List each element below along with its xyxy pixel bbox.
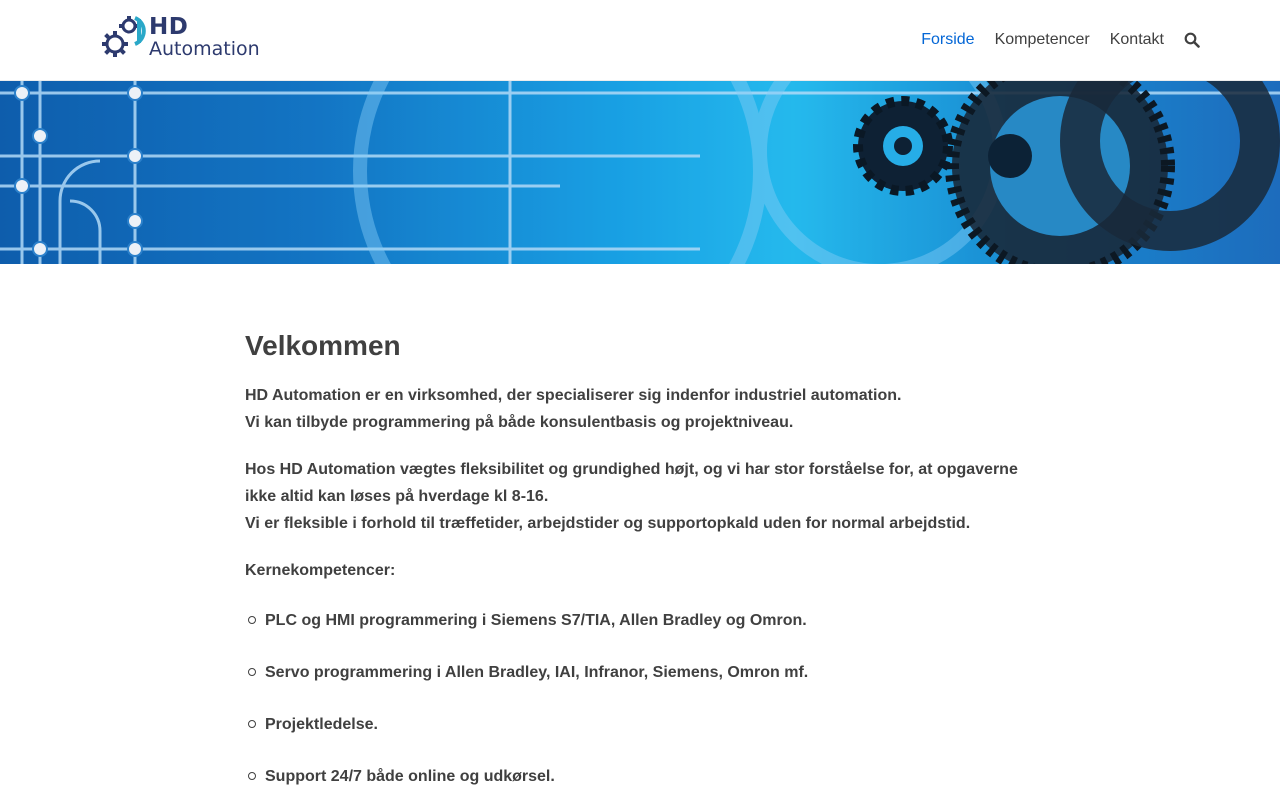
logo-line1: HD <box>149 14 189 40</box>
flexibility-line-2: Vi er fleksible i forhold til træffetider, arbejdstider og supportopkald uden for normal arbejdstid. <box>245 515 971 532</box>
search-icon[interactable] <box>1184 32 1200 48</box>
intro-line-1: HD Automation er en virksomhed, der specialiserer sig indenfor industriel automation. <box>245 387 902 404</box>
list-item <box>245 711 1035 738</box>
list-item <box>245 763 1035 790</box>
nav-kompetencer[interactable]: Kompetencer <box>994 31 1090 48</box>
list-item <box>245 659 1035 686</box>
bullet-icon <box>248 720 256 728</box>
main-nav <box>901 28 1200 52</box>
flexibility-paragraph <box>245 456 1035 537</box>
main-content <box>245 330 1035 800</box>
flexibility-line-1: Hos HD Automation vægtes fleksibilitet og grundighed højt, og vi har stor forståelse for, at opgaverne ikke altid kan løses på hverdage kl 8-16. <box>245 461 1018 505</box>
page-title: Velkommen <box>245 330 401 361</box>
logo-text <box>149 16 260 59</box>
competency-text: Support 24/7 både online og udkørsel. <box>265 768 555 785</box>
competency-text: Servo programmering i Allen Bradley, IAI, Infranor, Siemens, Omron mf. <box>265 664 809 681</box>
logo-line2: Automation <box>149 38 260 60</box>
nav-forside[interactable]: Forside <box>921 31 975 48</box>
bullet-icon <box>248 616 256 624</box>
intro-line-2: Vi kan tilbyde programmering på både konsulentbasis og projektniveau. <box>245 414 794 431</box>
list-item <box>245 607 1035 634</box>
competencies-list <box>245 607 1035 790</box>
competency-text: PLC og HMI programmering i Siemens S7/TIA, Allen Bradley og Omron. <box>265 612 807 629</box>
site-logo[interactable] <box>101 14 266 60</box>
bullet-icon <box>248 772 256 780</box>
bullet-icon <box>248 668 256 676</box>
site-header <box>0 0 1280 81</box>
competency-text: Projektledelse. <box>265 716 378 733</box>
gears-icon <box>101 14 149 60</box>
competencies-heading: Kernekompetencer: <box>245 562 396 579</box>
hero-banner <box>0 81 1280 264</box>
nav-kontakt[interactable]: Kontakt <box>1109 31 1164 48</box>
intro-paragraph <box>245 382 1035 436</box>
gears-circuit-banner <box>0 81 1280 264</box>
